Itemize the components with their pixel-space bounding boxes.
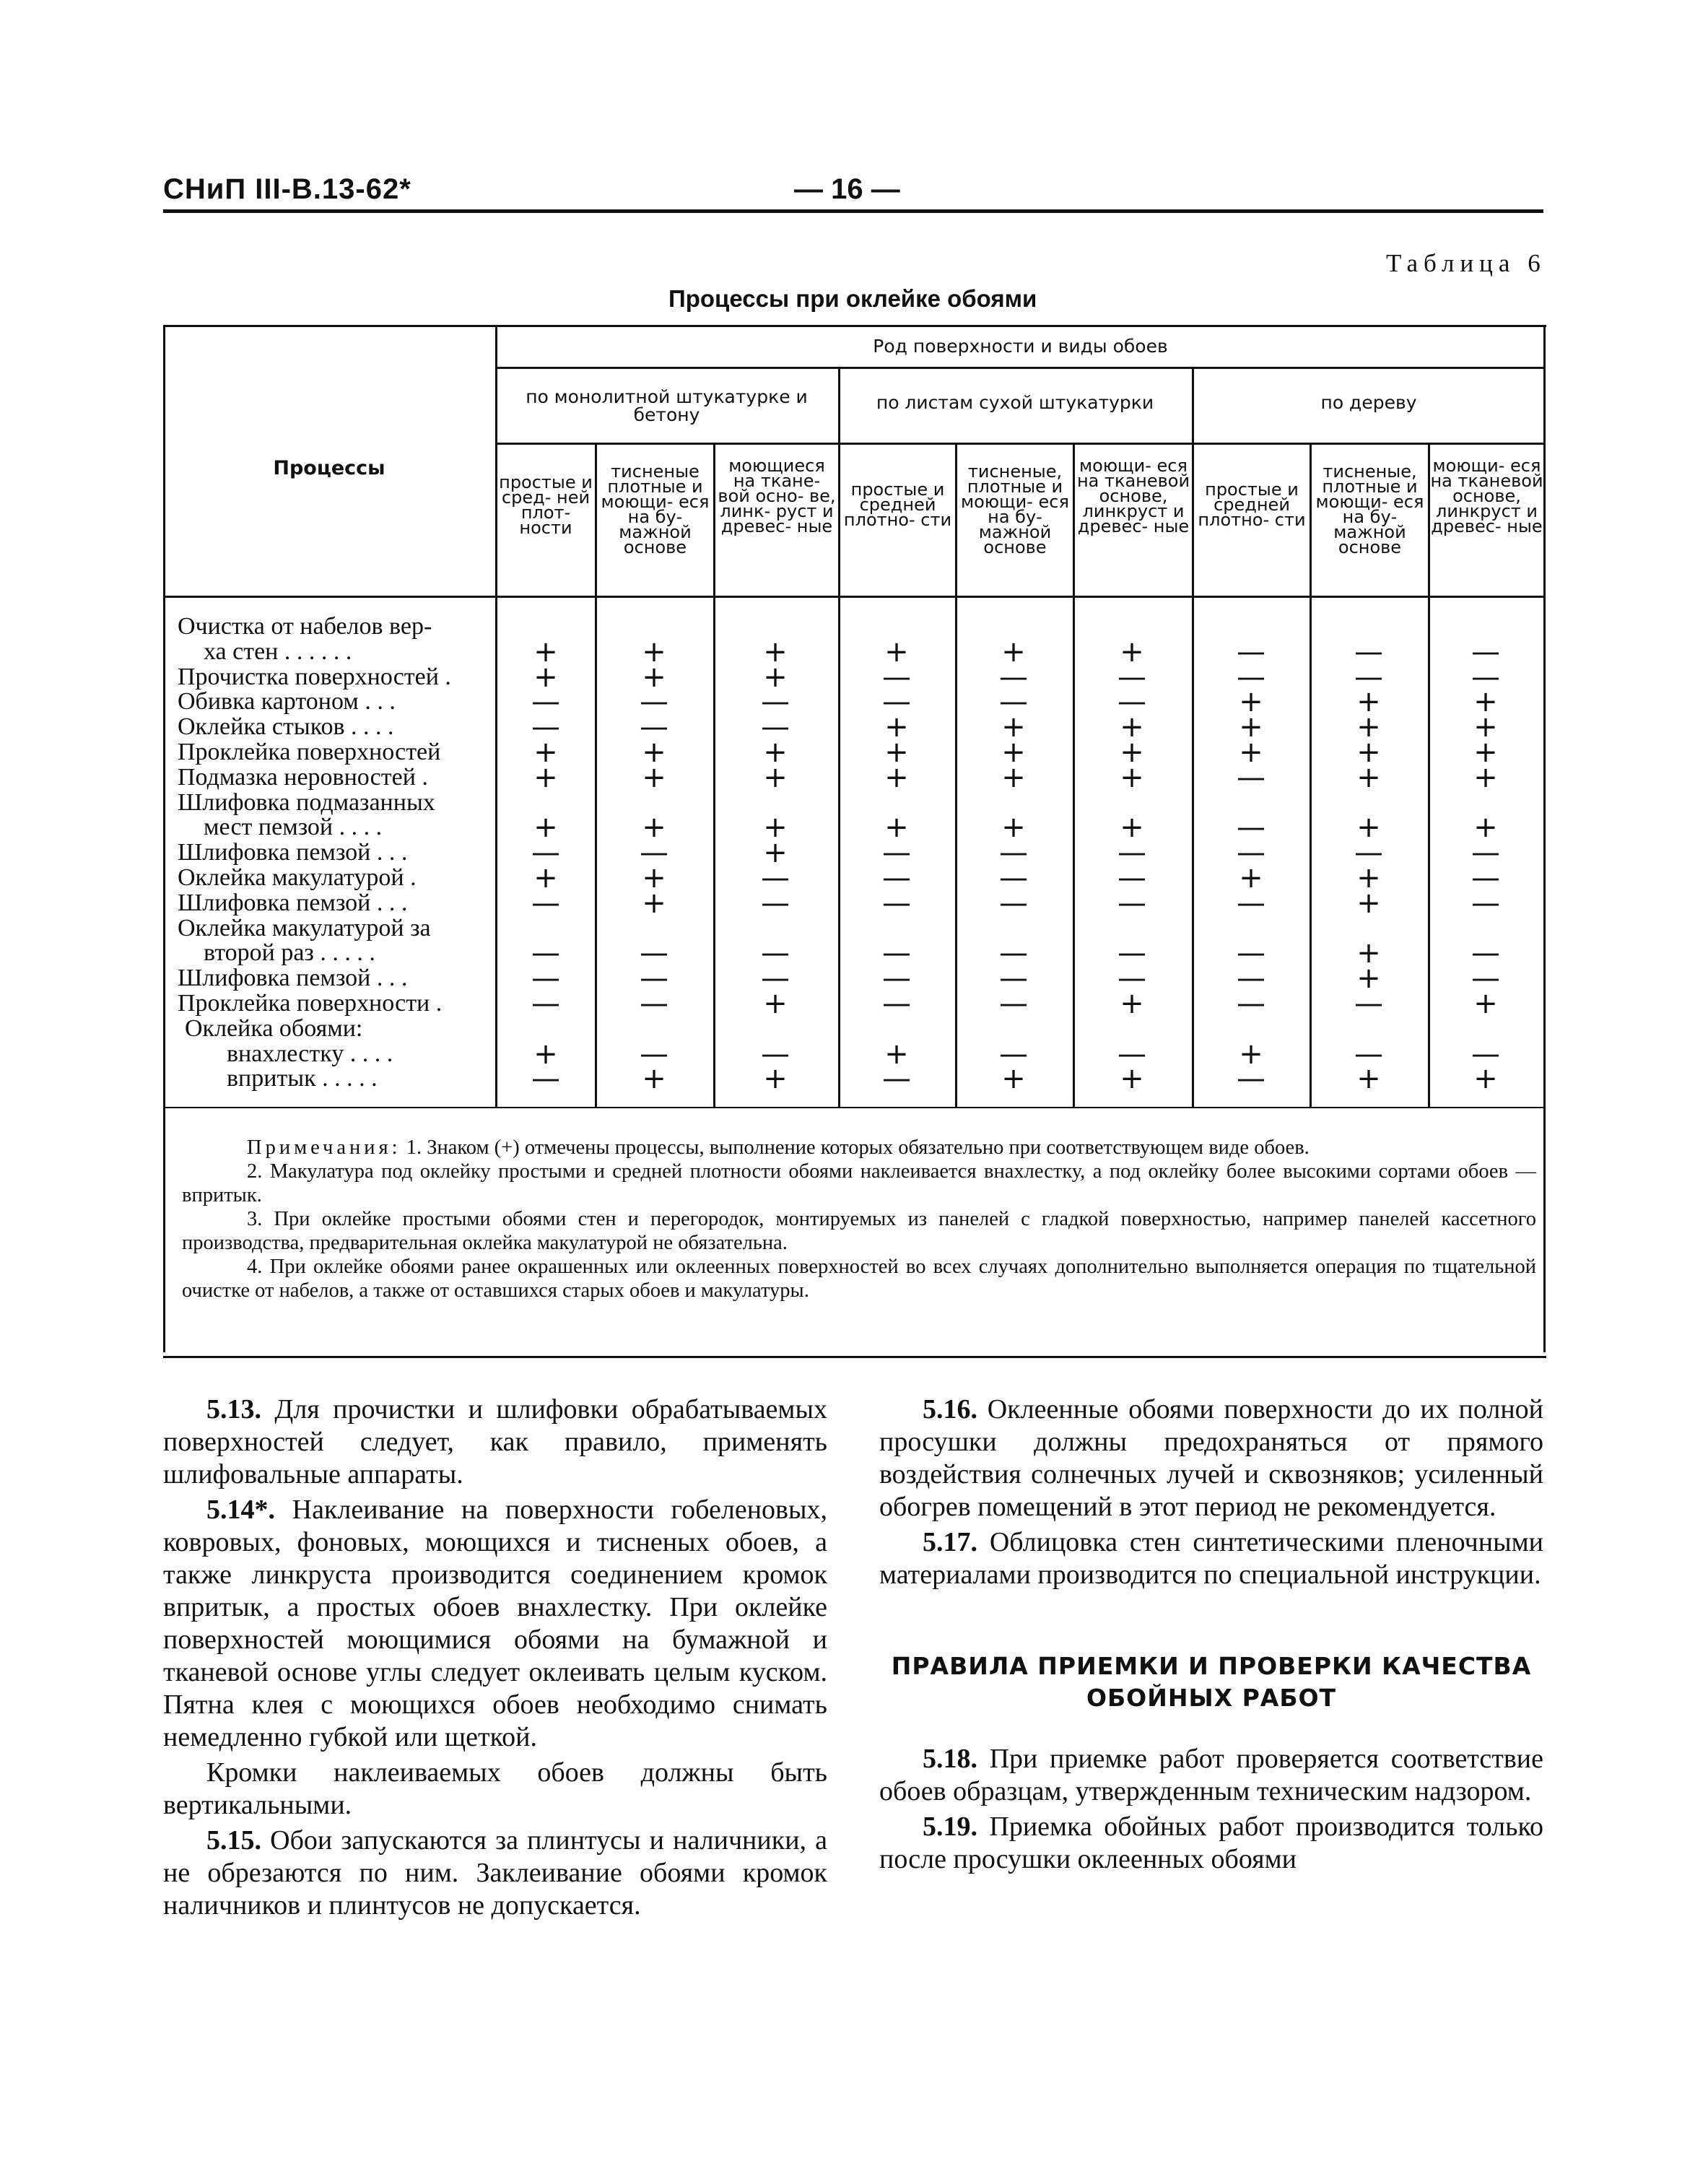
process-mark: — bbox=[999, 986, 1028, 1020]
process-mark: — bbox=[1354, 836, 1383, 870]
process-mark: — bbox=[761, 861, 790, 895]
process-mark: — bbox=[999, 861, 1028, 895]
process-mark: + bbox=[1356, 886, 1381, 920]
process-mark: — bbox=[1117, 936, 1146, 970]
process-mark: — bbox=[1237, 962, 1265, 996]
process-mark: + bbox=[1001, 710, 1026, 744]
paragraph-5-15: 5.15. Обои запускаются за плинтусы и наличники, а не обрезаются по ним. Заклеивание обоями кромок наличников и плинтусов не допускается. bbox=[163, 1825, 828, 1921]
process-mark: + bbox=[533, 735, 558, 769]
process-mark: + bbox=[1473, 811, 1498, 845]
process-mark: — bbox=[1117, 886, 1146, 920]
table-body bbox=[163, 613, 1546, 1096]
process-label: Очистка от набелов вер- bbox=[178, 613, 432, 640]
process-mark: — bbox=[531, 962, 560, 996]
table-row bbox=[163, 916, 1546, 941]
process-mark: + bbox=[763, 836, 788, 870]
process-mark: + bbox=[1356, 685, 1381, 719]
process-mark: + bbox=[1120, 1062, 1144, 1096]
process-mark: + bbox=[1356, 962, 1381, 996]
process-mark: + bbox=[1356, 760, 1381, 794]
processes-table bbox=[163, 325, 1546, 1358]
process-mark: + bbox=[1120, 635, 1144, 669]
process-mark: + bbox=[1239, 1037, 1263, 1071]
column-header: тисненые, плотные и моющи- еся на бу- мажной основе bbox=[961, 461, 1069, 557]
notes-divider bbox=[163, 1107, 1546, 1108]
process-mark: — bbox=[1354, 986, 1383, 1020]
table-row bbox=[163, 836, 1546, 870]
process-mark: + bbox=[1473, 1062, 1498, 1096]
process-mark: + bbox=[642, 760, 666, 794]
process-mark: — bbox=[1117, 660, 1146, 694]
process-mark: + bbox=[884, 635, 909, 669]
group-header: по листам сухой штукатурки bbox=[876, 392, 1154, 413]
paragraph-5-13: 5.13. Для прочистки и шлифовки обрабатываемых поверхностей следует, как правило, применять шлифовальные аппараты. bbox=[163, 1394, 828, 1489]
process-mark: — bbox=[1237, 635, 1265, 669]
process-mark: + bbox=[884, 811, 909, 845]
process-mark: — bbox=[761, 685, 790, 719]
process-mark: — bbox=[882, 936, 911, 970]
process-label: Проклейка поверхностей bbox=[178, 738, 441, 765]
process-mark: + bbox=[1473, 685, 1498, 719]
process-mark: — bbox=[531, 710, 560, 744]
process-mark: + bbox=[1239, 685, 1263, 719]
process-mark: + bbox=[1356, 936, 1381, 970]
process-mark: + bbox=[1239, 735, 1263, 769]
table-row bbox=[163, 986, 1546, 1020]
process-mark: — bbox=[531, 836, 560, 870]
process-mark: — bbox=[1237, 1062, 1265, 1096]
process-mark: — bbox=[531, 986, 560, 1020]
process-mark: — bbox=[1237, 886, 1265, 920]
process-mark: + bbox=[533, 811, 558, 845]
process-mark: + bbox=[1001, 735, 1026, 769]
process-mark: — bbox=[1117, 685, 1146, 719]
process-mark: + bbox=[763, 986, 788, 1020]
process-mark: + bbox=[1473, 986, 1498, 1020]
process-mark: — bbox=[761, 886, 790, 920]
note-3: 3. При оклейке простыми обоями стен и перегородок, монтируемых из панелей с гладкой поверхностью, например панелей кассетного производства, предварительная оклейка макулатурой не обязательна. bbox=[182, 1208, 1536, 1254]
process-label: Оклейка макулатурой за bbox=[178, 914, 431, 941]
process-mark: + bbox=[533, 861, 558, 895]
process-mark: + bbox=[1120, 811, 1144, 845]
table-row bbox=[163, 936, 1546, 970]
process-mark: + bbox=[1239, 861, 1263, 895]
process-mark: — bbox=[1237, 811, 1265, 845]
process-mark: — bbox=[999, 962, 1028, 996]
table-row bbox=[163, 861, 1546, 895]
column-header: простые и сред- ней плот- ности bbox=[499, 472, 593, 538]
paragraph-5-18: 5.18. При приемке работ проверяется соответствие обоев образцам, утвержденным техническим надзором. bbox=[879, 1744, 1543, 1806]
process-label: Оклейка стыков . . . . bbox=[178, 713, 394, 741]
process-mark: + bbox=[1001, 760, 1026, 794]
table-row bbox=[163, 1014, 1546, 1042]
process-mark: — bbox=[761, 962, 790, 996]
process-mark: — bbox=[531, 685, 560, 719]
process-label: Шлифовка пемзой . . . bbox=[178, 965, 408, 992]
table-row bbox=[163, 614, 1546, 640]
header-rule bbox=[163, 209, 1543, 213]
process-mark: — bbox=[1237, 986, 1265, 1020]
page-number: — 16 — bbox=[794, 173, 900, 205]
process-label: Шлифовка пемзой . . . bbox=[178, 889, 408, 916]
process-mark: + bbox=[1001, 811, 1026, 845]
paragraph-5-17: 5.17. Облицовка стен синтетическими пленочными материалами производится по специальной инструкции. bbox=[879, 1527, 1544, 1590]
process-mark: + bbox=[884, 735, 909, 769]
process-mark: — bbox=[882, 886, 911, 920]
process-mark: — bbox=[999, 1037, 1028, 1071]
table-title: Процессы при оклейке обоями bbox=[668, 285, 1037, 312]
table-notes bbox=[182, 1136, 1536, 1302]
process-mark: — bbox=[640, 685, 668, 719]
table-row bbox=[163, 1062, 1546, 1096]
table-row bbox=[163, 685, 1546, 719]
process-mark: + bbox=[1356, 861, 1381, 895]
process-mark: — bbox=[1471, 962, 1500, 996]
process-mark: — bbox=[531, 1062, 560, 1096]
process-label: второй раз . . . . . bbox=[204, 939, 375, 967]
process-label: Шлифовка подмазанных bbox=[178, 788, 435, 816]
process-mark: — bbox=[1117, 962, 1146, 996]
process-mark: — bbox=[1354, 1037, 1383, 1071]
process-mark: + bbox=[533, 635, 558, 669]
column-header: простые и средней плотно- сти bbox=[843, 479, 952, 530]
process-mark: + bbox=[1001, 1062, 1026, 1096]
table-row bbox=[163, 710, 1546, 744]
process-label: Обивка картоном . . . bbox=[178, 688, 396, 716]
process-mark: — bbox=[640, 836, 668, 870]
column-header: моющиеся на ткане- вой осно- ве, линк- руст и древес- ные bbox=[718, 456, 836, 536]
process-mark: — bbox=[1471, 936, 1500, 970]
process-mark: + bbox=[533, 1037, 558, 1071]
column-header: моющи- еся на тканевой основе, линкруст и древес- ные bbox=[1076, 456, 1190, 536]
table-row bbox=[163, 660, 1546, 694]
process-mark: + bbox=[884, 760, 909, 794]
process-mark: — bbox=[761, 1037, 790, 1071]
processes-header: Процессы bbox=[273, 457, 385, 479]
text-column-right bbox=[879, 1393, 1543, 1879]
process-label: мест пемзой . . . . bbox=[204, 814, 383, 841]
process-mark: — bbox=[1117, 1037, 1146, 1071]
table-row bbox=[163, 735, 1546, 769]
process-mark: — bbox=[1354, 660, 1383, 694]
process-mark: — bbox=[1471, 660, 1500, 694]
process-mark: — bbox=[882, 962, 911, 996]
process-mark: + bbox=[1120, 986, 1144, 1020]
process-label: ха стен . . . . . . bbox=[204, 638, 352, 665]
process-mark: + bbox=[642, 735, 666, 769]
process-mark: — bbox=[1471, 1037, 1500, 1071]
process-mark: — bbox=[1237, 760, 1265, 794]
process-mark: — bbox=[761, 710, 790, 744]
process-mark: — bbox=[640, 986, 668, 1020]
process-mark: + bbox=[1473, 735, 1498, 769]
column-header: простые и средней плотно- сти bbox=[1198, 479, 1306, 530]
process-mark: — bbox=[640, 1037, 668, 1071]
process-mark: — bbox=[1237, 660, 1265, 694]
column-header: моющи- еся на тканевой основе, линкруст и древес- ные bbox=[1430, 456, 1543, 536]
table-row bbox=[163, 760, 1546, 794]
table-row bbox=[163, 1037, 1546, 1071]
group-header: по дереву bbox=[1320, 392, 1417, 413]
process-mark: — bbox=[882, 986, 911, 1020]
process-mark: — bbox=[882, 836, 911, 870]
process-mark: + bbox=[1473, 760, 1498, 794]
process-mark: + bbox=[1356, 811, 1381, 845]
process-mark: + bbox=[642, 861, 666, 895]
process-label: Шлифовка пемзой . . . bbox=[178, 839, 408, 866]
group-header: по монолитной штукатурке и бетону bbox=[526, 386, 808, 425]
table-row bbox=[163, 811, 1546, 845]
process-mark: — bbox=[1117, 861, 1146, 895]
process-mark: — bbox=[999, 660, 1028, 694]
note-4: 4. При оклейке обоями ранее окрашенных или оклеенных поверхностей во всех случаях дополнительно выполняется операция по тщательной очистке от набелов, а также от оставшихся старых обоев и макулатуры. bbox=[182, 1256, 1536, 1302]
text-column-left bbox=[163, 1393, 827, 1925]
process-mark: — bbox=[999, 936, 1028, 970]
process-mark: + bbox=[1239, 710, 1263, 744]
process-label: внахлестку . . . . bbox=[227, 1040, 393, 1067]
process-mark: + bbox=[642, 635, 666, 669]
surface-header: Род поверхности и виды обоев bbox=[873, 336, 1168, 357]
process-mark: + bbox=[1356, 1062, 1381, 1096]
note-2: 2. Макулатура под оклейку простыми и средней плотности обоями наклеивается внахлестку, а под оклейку более высокими сортами обоев — впритык. bbox=[182, 1160, 1536, 1206]
process-label: Оклейка макулатурой . bbox=[178, 864, 417, 891]
process-mark: — bbox=[1237, 936, 1265, 970]
process-label: Подмазка неровностей . bbox=[178, 763, 428, 791]
process-mark: + bbox=[533, 760, 558, 794]
process-mark: — bbox=[761, 936, 790, 970]
process-mark: + bbox=[642, 1062, 666, 1096]
process-mark: + bbox=[1356, 710, 1381, 744]
table-row bbox=[163, 962, 1546, 996]
process-mark: + bbox=[884, 1037, 909, 1071]
column-header: тисненые, плотные и моющи- еся на бу- мажной основе bbox=[1315, 461, 1424, 557]
process-mark: — bbox=[882, 660, 911, 694]
paragraph-5-19: 5.19. Приемка обойных работ производится только после просушки оклеенных обоями bbox=[879, 1811, 1544, 1874]
process-mark: + bbox=[763, 811, 788, 845]
table-row bbox=[163, 886, 1546, 920]
process-mark: + bbox=[642, 660, 666, 694]
paragraph-5-14: 5.14*. Наклеивание на поверхности гобеленовых, ковровых, фоновых, моющихся и тисненых обоев, а также линкруста производится соединением кромок впритык, а простых обоев внахлестку. При оклейке поверхностей моющимися обоями на бумажной и тканевой основе углы следует оклеивать целым куском. Пятна клея с моющихся обоев необходимо снимать немедленно губкой или щеткой. bbox=[163, 1495, 828, 1752]
process-mark: + bbox=[763, 1062, 788, 1096]
process-mark: — bbox=[882, 861, 911, 895]
process-mark: — bbox=[882, 685, 911, 719]
header-divider bbox=[495, 443, 1546, 445]
process-mark: — bbox=[999, 836, 1028, 870]
header-divider bbox=[163, 596, 1546, 598]
process-mark: — bbox=[1471, 836, 1500, 870]
process-mark: + bbox=[763, 760, 788, 794]
process-mark: — bbox=[1117, 836, 1146, 870]
process-mark: — bbox=[1471, 886, 1500, 920]
process-mark: — bbox=[531, 936, 560, 970]
process-mark: + bbox=[763, 660, 788, 694]
header-divider bbox=[495, 367, 1546, 369]
process-mark: — bbox=[1471, 635, 1500, 669]
process-mark: + bbox=[1473, 710, 1498, 744]
process-mark: — bbox=[640, 936, 668, 970]
process-mark: — bbox=[1237, 836, 1265, 870]
process-label: Оклейка обоями: bbox=[185, 1014, 363, 1042]
column-header: тисненые плотные и моющи- еся на бу- мажной основе bbox=[601, 461, 710, 557]
process-label: впритык . . . . . bbox=[227, 1065, 378, 1092]
process-mark: + bbox=[642, 886, 666, 920]
process-mark: + bbox=[1120, 735, 1144, 769]
process-mark: + bbox=[1001, 635, 1026, 669]
process-mark: + bbox=[763, 635, 788, 669]
process-label: Прочистка поверхностей . bbox=[178, 663, 451, 690]
table-number: Таблица 6 bbox=[1386, 249, 1546, 277]
paragraph-5-16: 5.16. Оклеенные обоями поверхности до их полной просушки должны предохраняться от прямого воздействия солнечных лучей и сквозняков; усиленный обогрев помещений в этот период не рекомендуется. bbox=[879, 1394, 1544, 1522]
paragraph-5-14-cont: Кромки наклеиваемых обоев должны быть вертикальными. bbox=[163, 1757, 827, 1820]
process-mark: — bbox=[999, 886, 1028, 920]
process-mark: — bbox=[531, 886, 560, 920]
document-code: СНиП III-В.13-62* bbox=[163, 173, 411, 205]
process-mark: + bbox=[763, 735, 788, 769]
process-mark: + bbox=[884, 710, 909, 744]
process-mark: — bbox=[882, 1062, 911, 1096]
section-heading: ПРАВИЛА ПРИЕМКИ И ПРОВЕРКИ КАЧЕСТВА ОБОЙНЫХ РАБОТ bbox=[891, 1652, 1532, 1712]
note-1: 1. Знаком (+) отмечены процессы, выполнение которых обязательно при соответствующем виде обоев. bbox=[406, 1136, 1310, 1159]
process-mark: — bbox=[1471, 861, 1500, 895]
process-mark: — bbox=[999, 685, 1028, 719]
notes-lead: Примечания: bbox=[247, 1136, 401, 1159]
process-mark: + bbox=[1356, 735, 1381, 769]
process-mark: — bbox=[1354, 635, 1383, 669]
process-mark: — bbox=[640, 710, 668, 744]
process-label: Проклейка поверхности . bbox=[178, 989, 443, 1017]
process-mark: + bbox=[1120, 710, 1144, 744]
process-mark: + bbox=[1120, 760, 1144, 794]
table-row bbox=[163, 788, 1546, 816]
process-mark: — bbox=[640, 962, 668, 996]
process-mark: + bbox=[642, 811, 666, 845]
table-row bbox=[163, 635, 1546, 669]
process-mark: + bbox=[533, 660, 558, 694]
